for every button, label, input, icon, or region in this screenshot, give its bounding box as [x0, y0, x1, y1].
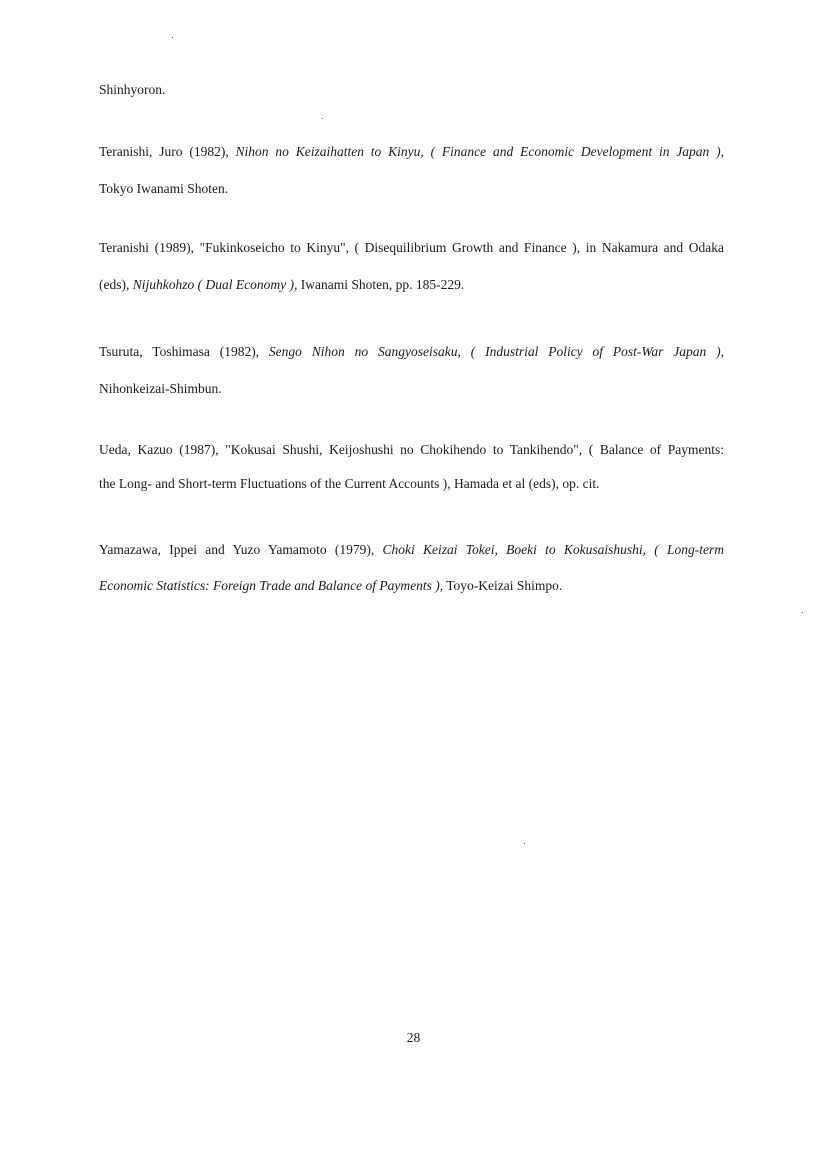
continued-reference-fragment	[99, 82, 165, 98]
reference-title: Nihon no Keizaihatten to Kinyu, ( Finance and Economic Development in Japan ),	[235, 144, 724, 159]
scan-speck	[322, 118, 323, 119]
reference-title: Choki Keizai Tokei, Boeki to Kokusaishushi, ( Long-term	[382, 542, 724, 557]
reference-title: Sengo Nihon no Sangyoseisaku, ( Industrial Policy of Post-War Japan ),	[268, 344, 724, 359]
reference-text: Ueda, Kazuo (1987), "Kokusai Shushi, Keijoshushi no Chokihendo to Tankihendo", ( Balance of Payments:	[99, 442, 724, 457]
reference-text: Tsuruta, Toshimasa (1982),	[99, 344, 269, 359]
reference-text: Teranishi, Juro (1982),	[99, 144, 236, 159]
reference-title: Nijuhkohzo ( Dual Economy ),	[132, 277, 298, 292]
reference-text: Iwanami Shoten, pp. 185-229.	[297, 277, 465, 292]
reference-entry-line	[99, 442, 724, 458]
reference-entry-line	[99, 144, 724, 160]
reference-entry-line	[99, 344, 724, 360]
page-number: 28	[406, 1030, 421, 1045]
reference-entry-line	[99, 381, 222, 397]
scan-speck	[524, 843, 525, 844]
reference-entry-line	[99, 578, 562, 594]
reference-entry-line	[99, 542, 724, 558]
reference-text: (eds),	[99, 277, 133, 292]
fragment-text: Shinhyoron.	[99, 82, 166, 97]
reference-text: Teranishi (1989), "Fukinkoseicho to Kinyu", ( Disequilibrium Growth and Finance ), in Nakamura and Odaka	[99, 240, 724, 255]
scan-speck	[172, 37, 173, 38]
scan-speck	[802, 612, 803, 613]
reference-title: Economic Statistics: Foreign Trade and Balance of Payments ),	[99, 578, 444, 593]
reference-entry-line	[99, 277, 464, 293]
reference-entry-line	[99, 476, 600, 492]
reference-text: the Long- and Short-term Fluctuations of the Current Accounts ), Hamada et al (eds), op. cit.	[99, 476, 600, 491]
reference-text: Nihonkeizai-Shimbun.	[99, 381, 222, 396]
reference-text: Toyo-Keizai Shimpo.	[443, 578, 563, 593]
reference-entry-line	[99, 240, 724, 256]
reference-text: Yamazawa, Ippei and Yuzo Yamamoto (1979),	[99, 542, 383, 557]
reference-entry-line	[99, 181, 228, 197]
reference-text: Tokyo Iwanami Shoten.	[99, 181, 229, 196]
